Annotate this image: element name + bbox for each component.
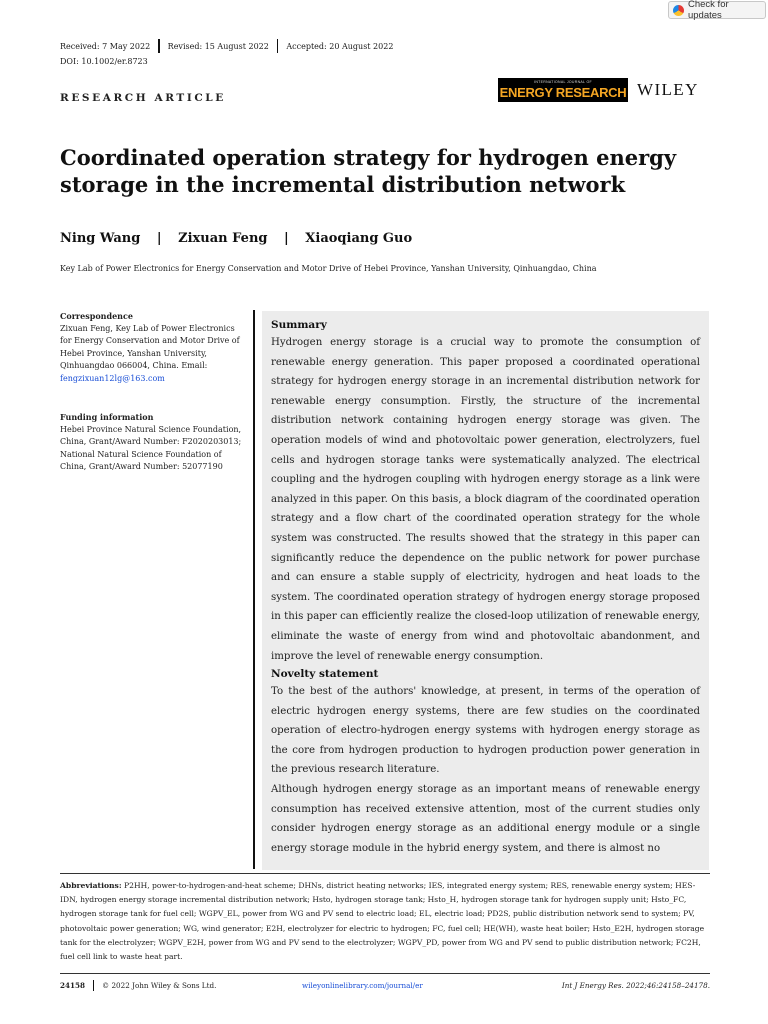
abbreviations [60, 879, 710, 964]
check-for-updates-button[interactable] [668, 1, 766, 19]
journal-link[interactable]: wileyonlinelibrary.com/journal/er [302, 981, 423, 990]
novelty-paragraph: Although hydrogen energy storage as an important means of renewable energy consumption has received extensive attention, most of the current studies only consider hydrogen energy storage as an additional energy module or a single energy storage module in the hybrid energy system, and there is almost no [271, 784, 700, 854]
email-link[interactable]: fengzixuan12lg@163.com [60, 373, 165, 383]
abstract-box [262, 311, 709, 870]
sidebar-divider [253, 310, 255, 869]
footer [60, 980, 710, 991]
doi: DOI: 10.1002/er.8723 [60, 57, 148, 66]
email-label: Email: [181, 361, 208, 370]
revised-date: Revised: 15 August 2022 [167, 41, 269, 51]
check-for-updates-label: Check for updates [687, 0, 729, 21]
journal-logo [498, 78, 628, 102]
author-list [60, 231, 412, 246]
novelty-paragraph: To the best of the authors' knowledge, at present, in terms of the operation of electric hydrogen energy systems, there are few studies on the coordinated operation of electro-hydrogen energy systems with hydrogen energy storage as the core from hydrogen production to hydrogen production power generation in the previous research literature. [271, 686, 700, 776]
footer-rule [60, 973, 710, 974]
divider [277, 39, 279, 53]
correspondence-text: Zixuan Feng, Key Lab of Power Electronics for Energy Conservation and Motor Drive of Hebei Province, Yanshan University, Qinhuangdao 066004, China. [60, 323, 240, 370]
abbreviations-label: Abbreviations: [60, 881, 122, 890]
author-separator: | [284, 231, 289, 246]
article-title: Coordinated operation strategy for hydrogen energy storage in the incremental distribution network [60, 145, 677, 197]
funding-heading: Funding information [60, 412, 154, 422]
author-separator: | [156, 231, 162, 246]
section-label: RESEARCH ARTICLE [60, 92, 226, 104]
divider [93, 980, 94, 991]
accepted-date: Accepted: 20 August 2022 [286, 41, 394, 51]
novelty-heading: Novelty statement [271, 668, 379, 681]
received-date: Received: 7 May 2022 [60, 41, 151, 51]
journal-logo-title: ENERGY RESEARCH [499, 85, 627, 100]
page-number: 24158 [60, 981, 86, 990]
crossmark-icon [673, 5, 684, 16]
journal-citation: Int J Energy Res. 2022;46:24158–24178. [561, 981, 710, 990]
journal-logo-subtitle: INTERNATIONAL JOURNAL OF [534, 80, 592, 84]
affiliation: Key Lab of Power Electronics for Energy Conservation and Motor Drive of Hebei Province, Yanshan University, Qinhuangdao, China [60, 264, 597, 273]
funding-text: Hebei Province Natural Science Foundation, China, Grant/Award Number: F2020203013; National Natural Science Foundation of China, Grant/Award Number: 52077190 [60, 424, 242, 471]
summary-text: Hydrogen energy storage is a crucial way to promote the consumption of renewable energy generation. This paper proposed a coordinated operational strategy for hydrogen energy storage in an incremental distribution network for renewable energy consumption. Firstly, the structure of the incremental distribution network containing hydrogen energy storage was given. The operation models of wind and photovoltaic power generation, electrolyzers, fuel cells and hydrogen storage tanks were systematically analyzed. The electrical coupling and the hydrogen coupling with hydrogen energy storage as a link were analyzed in this paper. On this basis, a block diagram of the coordinated operation strategy and a flow chart of the coordinated operation strategy for the whole system was constructed. The results showed that the strategy in this paper can significantly reduce the dependence on the public network for power purchase and can ensure a stable supply of electricity, hydrogen and heat loads to the system. The coordinated operation strategy of hydrogen energy storage proposed in this paper can efficiently realize the closed-loop utilization of renewable energy, eliminate the waste of energy from wind and photovoltaic abandonment, and improve the level of renewable energy consumption. [271, 337, 700, 662]
correspondence-heading: Correspondence [60, 311, 133, 321]
divider [158, 39, 160, 53]
summary-heading: Summary [271, 319, 327, 331]
funding-block [60, 411, 245, 474]
correspondence-block [60, 310, 245, 385]
author-name: Zixuan Feng [178, 231, 268, 246]
article-dates [60, 39, 393, 53]
copyright: © 2022 John Wiley & Sons Ltd. [102, 981, 217, 990]
publisher-logo: WILEY [637, 80, 699, 99]
abbreviations-text: P2HH, power-to-hydrogen-and-heat scheme; DHNs, district heating networks; IES, integrated energy system; RES, renewable energy system; HES-IDN, hydrogen energy storage incremental distribution network; Hsto, hydrogen storage tank; Hsto_H, hydrogen storage tank for hydrogen supply unit; Hsto_FC, hydrogen storage tank for fuel cell; WGPV_EL, power from WG and PV send to electric load; EL, electric load; PD2S, public distribution network send to system; PV, photovoltaic power generation; WG, wind generator; E2H, electrolyzer for electric to hydrogen; FC, fuel cell; HE(WH), waste heat boiler; Hsto_E2H, hydrogen storage tank for the electrolyzer; WGPV_E2H, power from WG and PV send to the electrolyzer; WGPV_PD, power from WG and PV send to public distribution network; FC2H, fuel cell link to waste heat part. [60, 881, 705, 962]
abbreviations-rule [60, 873, 710, 874]
author-name: Xiaoqiang Guo [305, 231, 413, 246]
author-name: Ning Wang [60, 231, 141, 246]
